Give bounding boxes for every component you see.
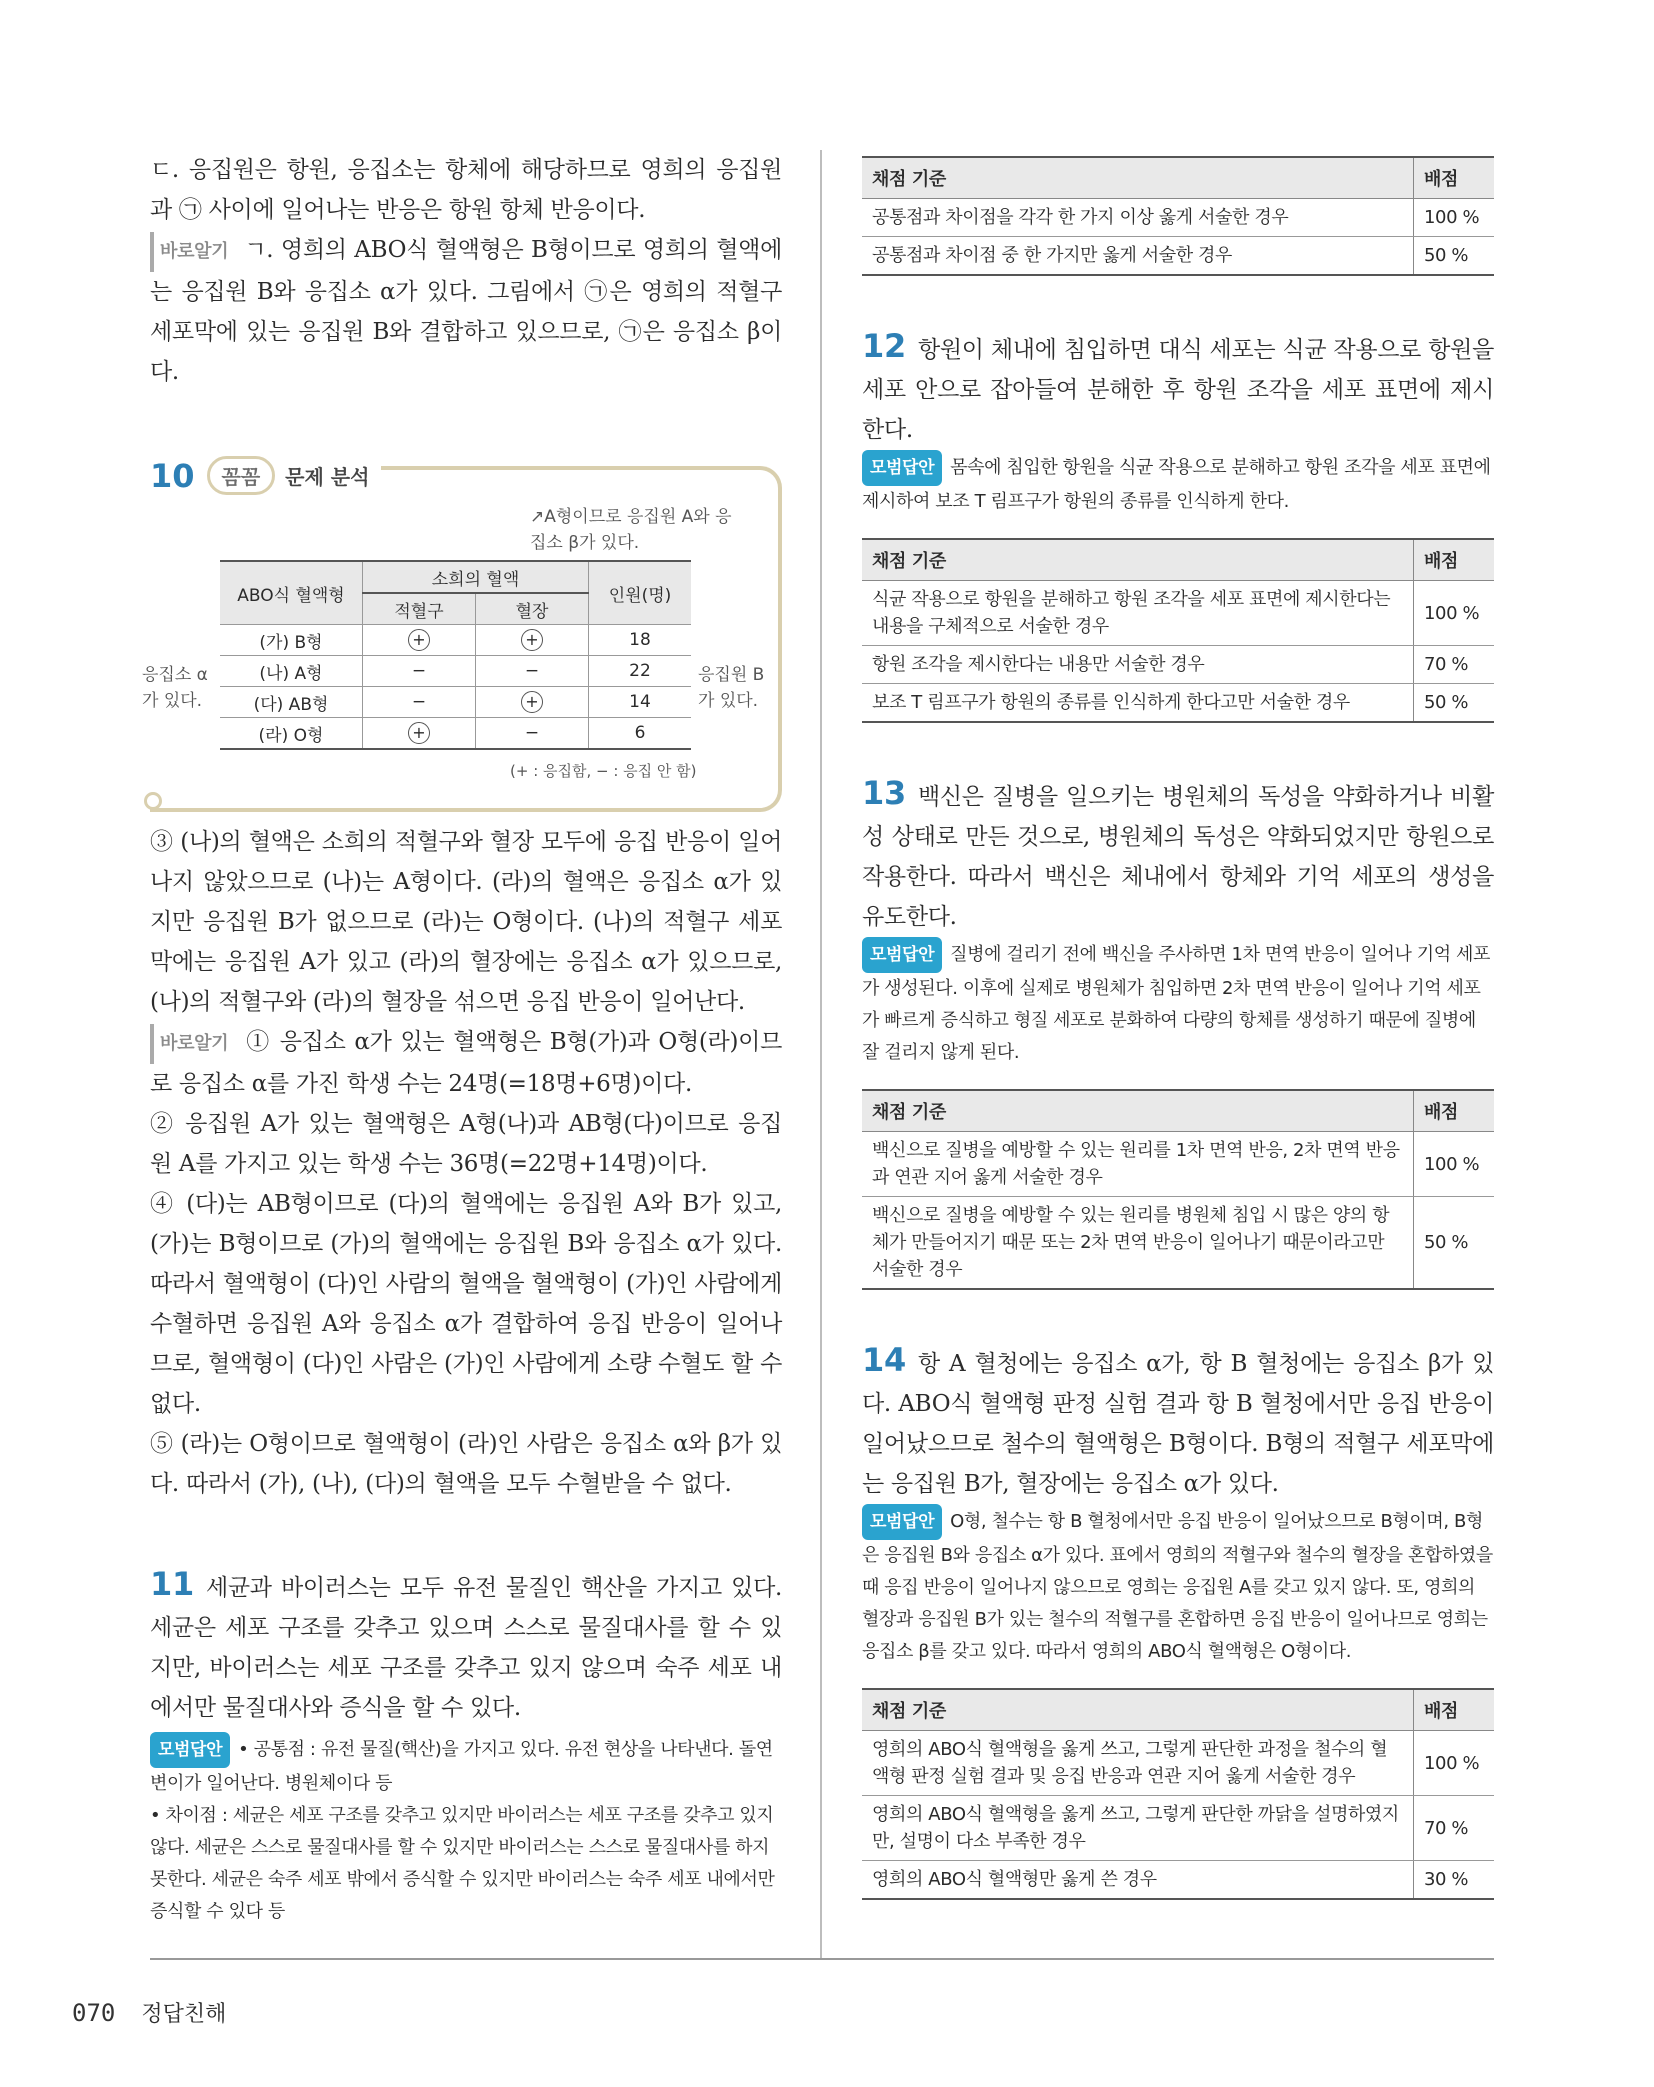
table-row xyxy=(862,1731,1494,1796)
q11-explanation xyxy=(150,1564,782,1728)
model-text: 몸속에 침입한 항원을 식균 작용으로 분해하고 항원 조각을 세포 표면에 제시하여 보조 T 림프구가 항원의 종류를 인식하게 한다. xyxy=(862,457,1491,512)
table-row xyxy=(862,237,1494,276)
fix-text: ① 응집소 α가 있는 혈액형은 B형(가)과 O형(라)이므로 응집소 α를 가진 학생 수는 24명(=18명+6명)이다. xyxy=(150,1029,782,1097)
rbc-cell: + xyxy=(408,722,430,744)
count-cell: 14 xyxy=(589,687,692,718)
score-header: 채점 기준 xyxy=(862,1689,1414,1731)
criteria-cell: 항원 조각을 제시한다는 내용만 서술한 경우 xyxy=(862,646,1414,684)
plasma-cell: − xyxy=(476,718,589,750)
points-header: 배점 xyxy=(1414,157,1495,199)
page-footer xyxy=(72,1997,226,2028)
q10-explanation-2: ② 응집원 A가 있는 혈액형은 A형(나)과 AB형(다)이므로 응집원 A를 가지고 있는 학생 수는 36명(=22명+14명)이다. xyxy=(150,1111,782,1177)
plasma-cell: + xyxy=(521,629,543,651)
points-cell: 100 % xyxy=(1414,581,1495,646)
type-cell: (다) AB형 xyxy=(220,687,363,718)
points-cell: 30 % xyxy=(1414,1861,1495,1900)
points-cell: 50 % xyxy=(1414,237,1495,276)
table-row xyxy=(862,1132,1494,1197)
model-answer-tag: 모범답안 xyxy=(862,937,942,973)
fix-paragraph-9 xyxy=(150,230,782,392)
analysis-subtitle: 문제 분석 xyxy=(285,465,370,489)
column-divider xyxy=(820,150,822,1958)
page-number: 070 xyxy=(72,1999,116,2027)
table-legend: (+ : 응집함, − : 응집 안 함) xyxy=(510,762,697,780)
type-cell: (나) A형 xyxy=(220,656,363,687)
question-number: 14 xyxy=(862,1341,906,1379)
left-annotation: 응집소 α가 있다. xyxy=(142,665,208,711)
criteria-cell: 영희의 ABO식 혈액형을 옳게 쓰고, 그렇게 판단한 까닭을 설명하였지만, 설명이 다소 부족한 경우 xyxy=(862,1796,1414,1861)
points-cell: 100 % xyxy=(1414,1132,1495,1197)
analysis-header xyxy=(150,456,381,495)
criteria-cell: 백신으로 질병을 예방할 수 있는 원리를 1차 면역 반응, 2차 면역 반응과 연관 지어 옳게 서술한 경우 xyxy=(862,1132,1414,1197)
header-plasma: 혈장 xyxy=(476,593,589,625)
table-row xyxy=(220,656,691,687)
q11-scoring-table xyxy=(862,156,1494,276)
question-number: 10 xyxy=(150,456,195,495)
model-common: • 공통점 : 유전 물질(핵산)을 가지고 있다. 유전 현상을 나타낸다. 돌연변이가 일어난다. 병원체이다 등 xyxy=(150,1739,773,1794)
criteria-cell: 공통점과 차이점 중 한 가지만 옳게 서술한 경우 xyxy=(862,237,1414,276)
model-text: O형, 철수는 항 B 혈청에서만 응집 반응이 일어났으므로 B형이며, B형은 응집원 B와 응집소 α가 있다. 표에서 영희의 적혈구와 철수의 혈장을 혼합하였을 때 응집 반응이 일어나지 않으므로 영희는 응집원 A를 갖고 있지 않다. 또, 영희의 혈장과 응집원 B가 있는 철수의 적혈구를 혼합하면 응집 반응이 일어나므로 영희는 응집소 β를 갖고 있다. 따라서 영희의 ABO식 혈액형은 O형이다. xyxy=(862,1511,1493,1662)
rbc-cell: − xyxy=(363,687,476,718)
frame-dot xyxy=(144,792,162,810)
model-text: 질병에 걸리기 전에 백신을 주사하면 1차 면역 반응이 일어나 기억 세포가 생성된다. 이후에 실제로 병원체가 침입하면 2차 면역 반응이 일어나 기억 세포가 빠르게 증식하고 형질 세포로 분화하여 다량의 항체를 생성하기 때문에 질병에 잘 걸리지 않게 된다. xyxy=(862,944,1491,1063)
q14-explanation xyxy=(862,1340,1494,1504)
points-cell: 50 % xyxy=(1414,684,1495,723)
footer-rule xyxy=(150,1958,1494,1960)
q10-explanation-3: ③ (나)의 혈액은 소희의 적혈구와 혈장 모두에 응집 반응이 일어나지 않았으므로 (나)는 A형이다. (라)의 혈액은 응집소 α가 있지만 응집원 B가 없으므로 (라)는 O형이다. (나)의 적혈구 세포막에는 응집원 A가 있고 (라)의 혈장에는 응집소 α가 있으므로, (나)의 적혈구와 (라)의 혈장을 섞으면 응집 반응이 일어난다. xyxy=(150,829,782,1015)
q10-explanation-4: ④ (다)는 AB형이므로 (다)의 혈액에는 응집원 A와 B가 있고, (가)는 B형이므로 (가)의 혈액에는 응집원 B와 응집소 α가 있다. 따라서 혈액형이 (다)인 사람의 혈액을 혈액형이 (가)인 사람에게 수혈하면 응집원 A와 응집소 α가 결합하여 응집 반응이 일어나므로, 혈액형이 (다)인 사람은 (가)인 사람에게 소량 수혈도 할 수 없다. xyxy=(150,1191,782,1417)
header-abo-type: ABO식 혈액형 xyxy=(220,561,363,625)
score-header: 채점 기준 xyxy=(862,1090,1414,1132)
rbc-cell: − xyxy=(363,656,476,687)
table-row xyxy=(220,718,691,750)
question-number: 11 xyxy=(150,1565,194,1603)
model-difference: • 차이점 : 세균은 세포 구조를 갖추고 있지만 바이러스는 세포 구조를 갖추고 있지 않다. 세균은 스스로 물질대사를 할 수 있지만 바이러스는 스스로 물질대사를 하지 못한다. 세균은 숙주 세포 밖에서 증식할 수 있지만 바이러스는 숙주 세포 내에서만 증식할 수 있다 등 xyxy=(150,1805,775,1922)
count-cell: 18 xyxy=(589,625,692,656)
points-cell: 100 % xyxy=(1414,199,1495,237)
q13-text: 백신은 질병을 일으키는 병원체의 독성을 약화하거나 비활성 상태로 만든 것으로, 병원체의 독성은 약화되었지만 항원으로 작용한다. 따라서 백신은 체내에서 항체와 기억 세포의 생성을 유도한다. xyxy=(862,784,1494,930)
header-count: 인원(명) xyxy=(589,561,692,625)
q12-model-answer xyxy=(862,450,1494,518)
left-column xyxy=(142,150,782,1928)
q13-explanation xyxy=(862,773,1494,937)
footer-label: 정답친해 xyxy=(141,2002,227,2027)
table-row xyxy=(862,1796,1494,1861)
points-header: 배점 xyxy=(1414,1090,1495,1132)
score-header: 채점 기준 xyxy=(862,539,1414,581)
plasma-cell: + xyxy=(521,691,543,713)
criteria-cell: 영희의 ABO식 혈액형만 옳게 쓴 경우 xyxy=(862,1861,1414,1900)
criteria-cell: 영희의 ABO식 혈액형을 옳게 쓰고, 그렇게 판단한 과정을 철수의 혈액형 판정 실험 결과 및 응집 반응과 연관 지어 옳게 서술한 경우 xyxy=(862,1731,1414,1796)
q10-fix-paragraph xyxy=(150,1022,782,1104)
table-row xyxy=(862,1197,1494,1290)
score-header: 채점 기준 xyxy=(862,157,1414,199)
q14-model-answer xyxy=(862,1504,1494,1668)
q11-model-answer xyxy=(150,1732,782,1800)
criteria-cell: 공통점과 차이점을 각각 한 가지 이상 옳게 서술한 경우 xyxy=(862,199,1414,237)
fix-tag: 바로알기 xyxy=(150,232,236,272)
table-row xyxy=(862,646,1494,684)
points-header: 배점 xyxy=(1414,1689,1495,1731)
detail-pill: 꼼꼼 xyxy=(207,456,276,495)
header-rbc: 적혈구 xyxy=(363,593,476,625)
count-cell: 22 xyxy=(589,656,692,687)
q12-text: 항원이 체내에 침입하면 대식 세포는 식균 작용으로 항원을 세포 안으로 잡아들여 분해한 후 항원 조각을 세포 표면에 제시한다. xyxy=(862,337,1494,443)
table-row xyxy=(862,684,1494,723)
criteria-cell: 백신으로 질병을 예방할 수 있는 원리를 병원체 침입 시 많은 양의 항체가 만들어지기 때문 또는 2차 면역 반응이 일어나기 때문이라고만 서술한 경우 xyxy=(862,1197,1414,1290)
points-cell: 70 % xyxy=(1414,1796,1495,1861)
points-cell: 50 % xyxy=(1414,1197,1495,1290)
q12-explanation xyxy=(862,326,1494,450)
right-annotation: 응집원 B가 있다. xyxy=(698,665,765,711)
q14-scoring-table xyxy=(862,1688,1494,1900)
points-cell: 70 % xyxy=(1414,646,1495,684)
model-answer-tag: 모범답안 xyxy=(862,450,942,486)
right-column xyxy=(862,150,1494,1900)
q10-explanation-5: ⑤ (라)는 O형이므로 혈액형이 (라)인 사람은 응집소 α와 β가 있다. 따라서 (가), (나), (다)의 혈액을 모두 수혈받을 수 없다. xyxy=(150,1431,782,1497)
criteria-cell: 보조 T 림프구가 항원의 종류를 인식하게 한다고만 서술한 경우 xyxy=(862,684,1414,723)
answer-c-text: ㄷ. 응집원은 항원, 응집소는 항체에 해당하므로 영희의 응집원과 ㉠ 사이에 일어나는 반응은 항원 항체 반응이다. xyxy=(150,157,782,223)
arrow-icon: ↗ xyxy=(530,507,545,527)
points-header: 배점 xyxy=(1414,539,1495,581)
top-annotation xyxy=(530,504,740,556)
question-number: 12 xyxy=(862,327,906,365)
q13-model-answer xyxy=(862,937,1494,1069)
table-row xyxy=(220,687,691,718)
plasma-cell: − xyxy=(476,656,589,687)
fix-tag: 바로알기 xyxy=(150,1024,236,1064)
points-cell: 100 % xyxy=(1414,1731,1495,1796)
header-cow-blood: 소희의 혈액 xyxy=(363,561,589,593)
fix-text: ㄱ. 영희의 ABO식 혈액형은 B형이므로 영희의 혈액에는 응집원 B와 응집소 α가 있다. 그림에서 ㉠은 영희의 적혈구 세포막에 있는 응집원 B와 결합하고 있으므로, ㉠은 응집소 β이다. xyxy=(150,237,782,385)
type-cell: (라) O형 xyxy=(220,718,363,750)
q11-text: 세균과 바이러스는 모두 유전 물질인 핵산을 가지고 있다. 세균은 세포 구조를 갖추고 있으며 스스로 물질대사를 할 수 있지만, 바이러스는 세포 구조를 갖추고 있지 않으며 숙주 세포 내에서만 물질대사와 증식을 할 수 있다. xyxy=(150,1575,782,1721)
type-cell: (가) B형 xyxy=(220,625,363,656)
abo-result-table xyxy=(220,560,691,750)
table-row xyxy=(862,581,1494,646)
model-answer-tag: 모범답안 xyxy=(150,1732,230,1768)
criteria-cell: 식균 작용으로 항원을 분해하고 항원 조각을 세포 표면에 제시한다는 내용을 구체적으로 서술한 경우 xyxy=(862,581,1414,646)
model-answer-tag: 모범답안 xyxy=(862,1504,942,1540)
table-row xyxy=(862,1861,1494,1900)
q14-text: 항 A 혈청에는 응집소 α가, 항 B 혈청에는 응집소 β가 있다. ABO식 혈액형 판정 실험 결과 항 B 혈청에서만 응집 반응이 일어났으므로 철수의 혈액형은 B형이다. B형의 적혈구 세포막에는 응집원 B가, 혈장에는 응집소 α가 있다. xyxy=(862,1351,1494,1497)
q13-scoring-table xyxy=(862,1089,1494,1290)
table-row xyxy=(862,199,1494,237)
question-number: 13 xyxy=(862,774,906,812)
question-10-analysis-box xyxy=(142,456,782,808)
top-annotation-text: A형이므로 응집원 A와 응집소 β가 있다. xyxy=(530,507,732,553)
q12-scoring-table xyxy=(862,538,1494,723)
rbc-cell: + xyxy=(408,629,430,651)
count-cell: 6 xyxy=(589,718,692,750)
table-row xyxy=(220,625,691,656)
